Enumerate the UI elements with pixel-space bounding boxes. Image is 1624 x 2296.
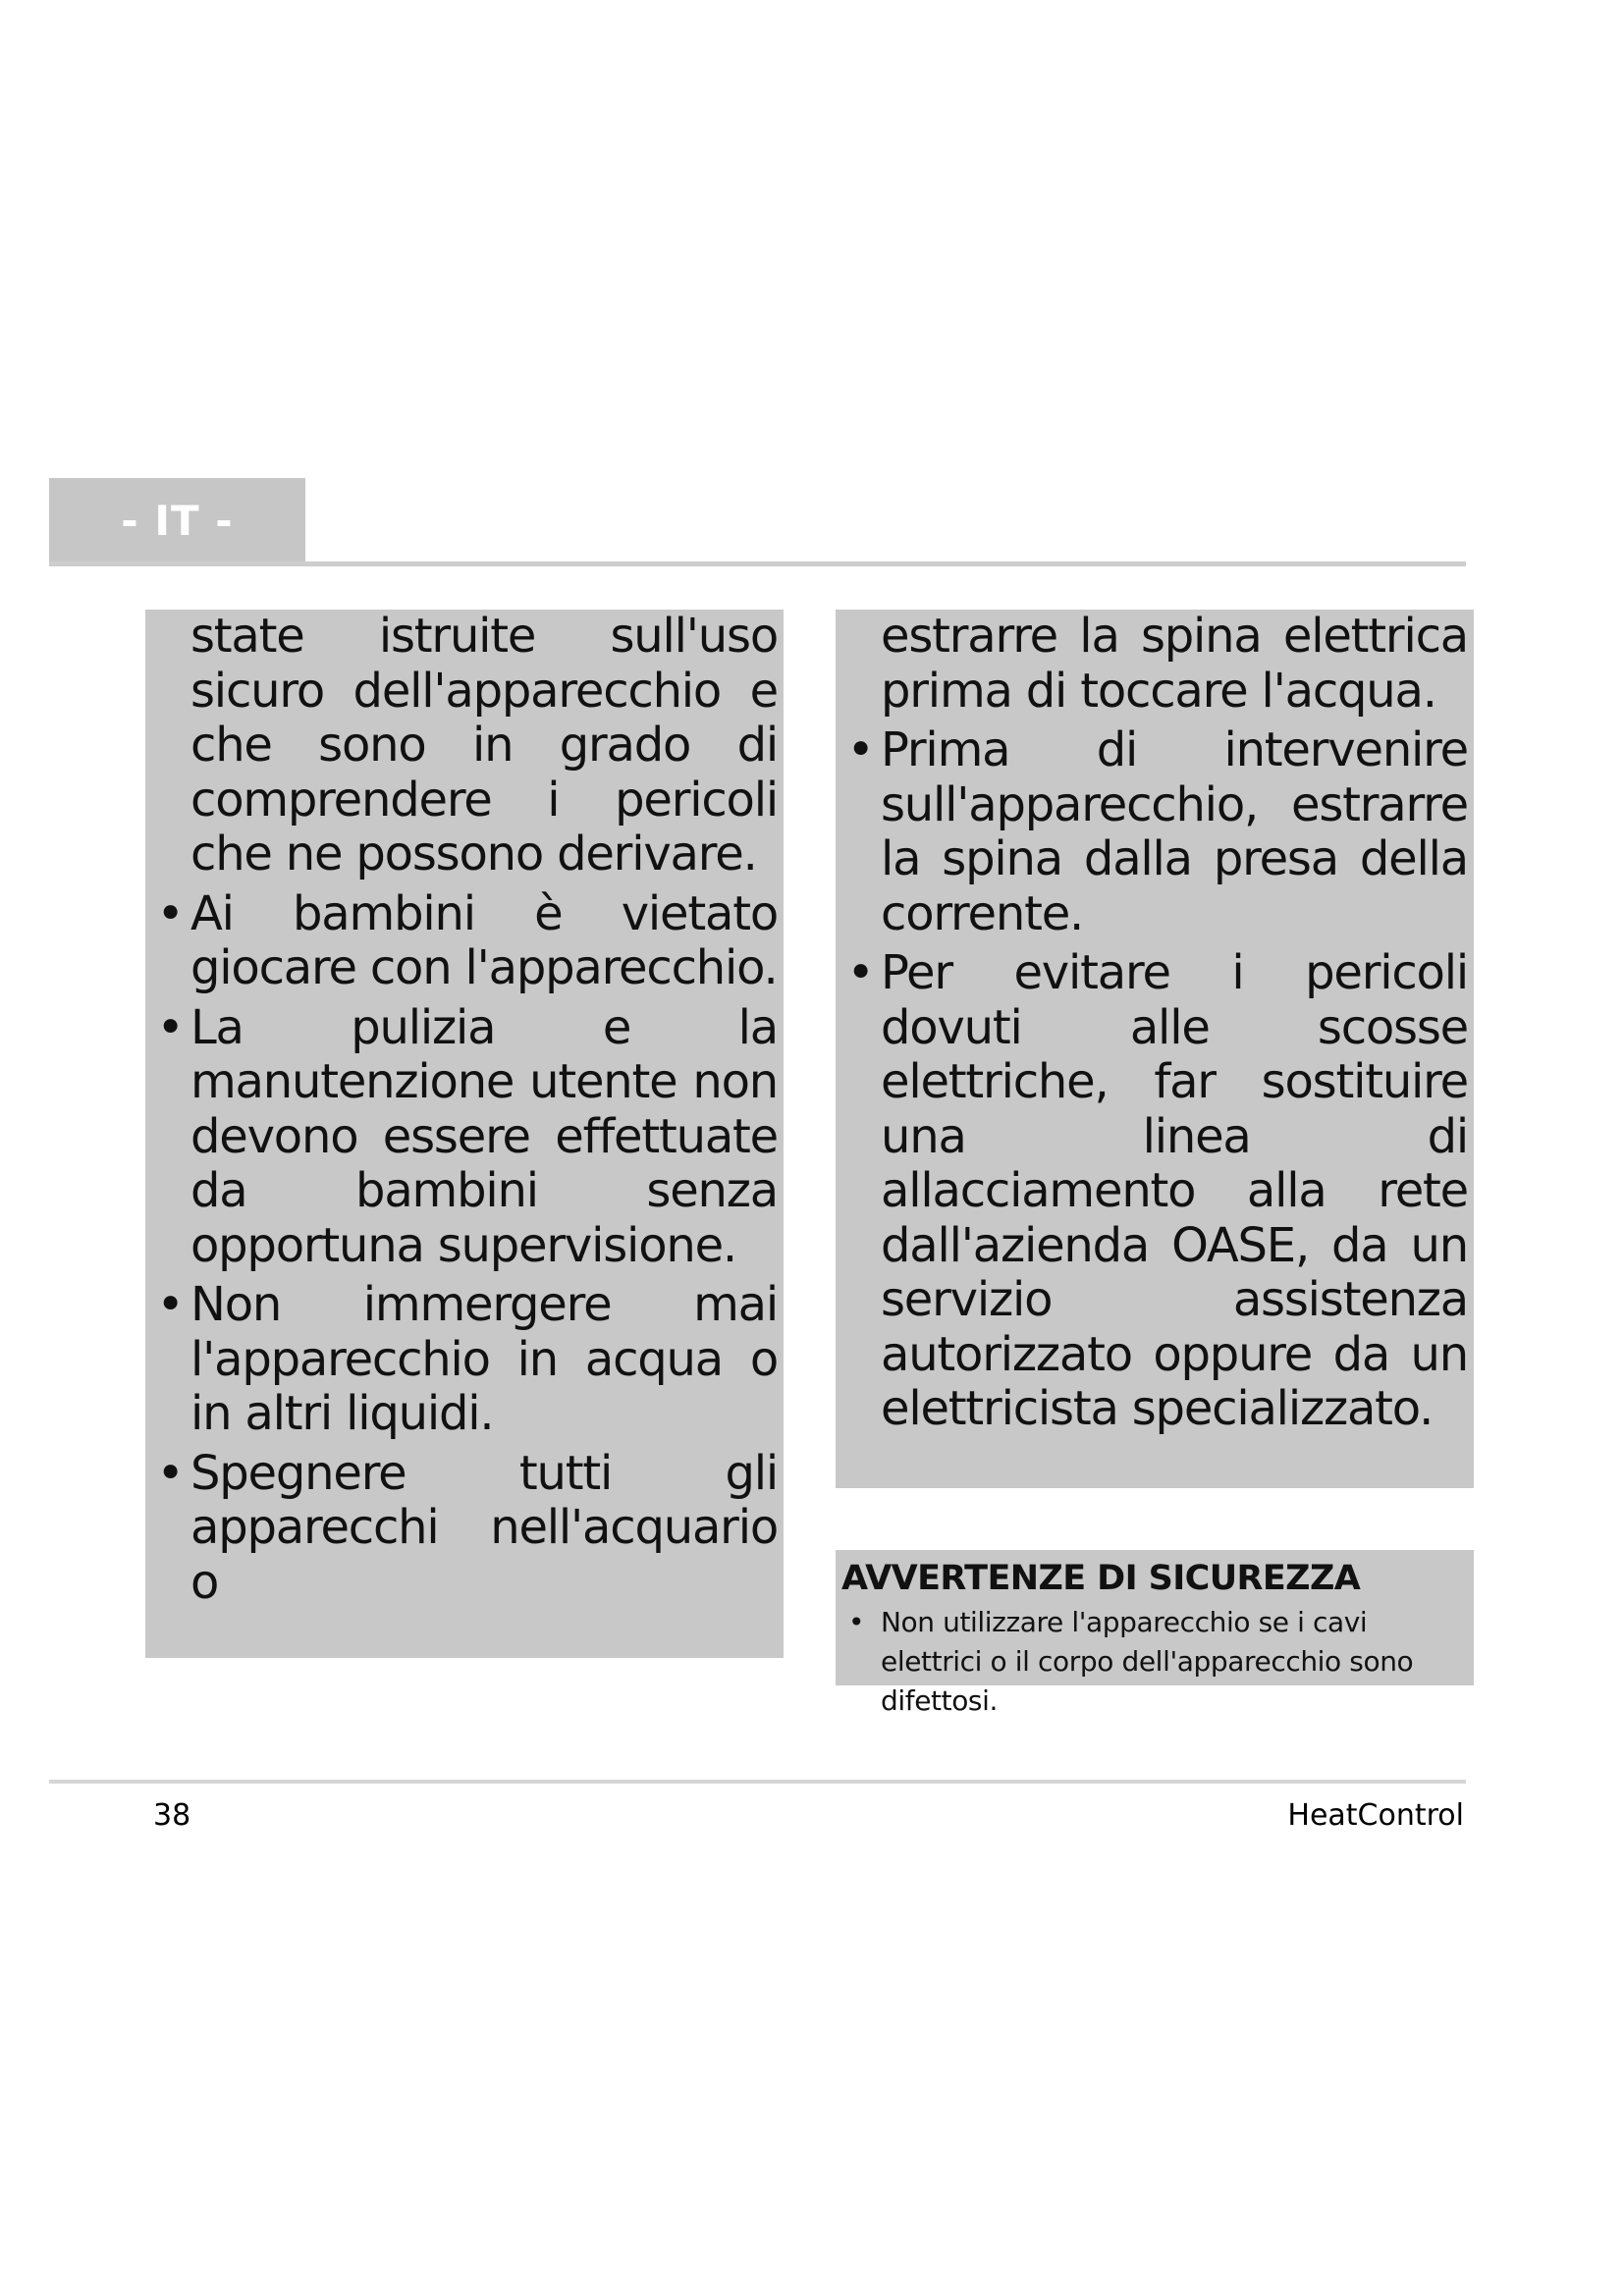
bullet-icon: • [847,1606,865,1638]
language-tab: - IT - [49,478,305,563]
list-item-text: Spegnere tutti gli apparecchi nell'acquario o [190,1445,778,1610]
right-bullet-list [836,723,1468,1437]
list-item-text: Non immergere mai l'apparecchio in acqua o in altri liquidi. [190,1277,778,1441]
list-item [145,1278,778,1442]
product-name: HeatControl [1287,1798,1464,1833]
list-item [836,723,1468,941]
safety-warning-text: Non utilizzare l'apparecchio se i cavi elettrici o il corpo dell'apparecchio sono difettosi. [881,1606,1414,1717]
bullet-icon: • [156,999,184,1055]
right-intro-paragraph: estrarre la spina elettrica prima di toccare l'acqua. [881,609,1468,719]
safety-warning-box [836,1550,1474,1717]
safety-warning-title: AVVERTENZE DI SICUREZZA [841,1559,1361,1598]
list-item-text: Ai bambini è vietato giocare con l'apparecchio. [190,885,778,995]
bullet-icon: • [846,945,874,1000]
bullet-icon: • [156,1445,184,1501]
footer-divider [49,1780,1466,1784]
page-number: 38 [153,1798,191,1833]
bullet-icon: • [846,722,874,777]
left-intro-paragraph: state istruite sull'uso sicuro dell'apparecchio e che sono in grado di comprendere i pericoli che ne possono derivare. [190,609,778,881]
bullet-icon: • [156,885,184,941]
list-item [145,887,778,996]
list-item [145,1001,778,1274]
safety-warning-item [841,1603,1464,1721]
list-item-text: La pulizia e la manutenzione utente non devono essere effettuate da bambini senza opportuna supervisione. [190,999,778,1273]
left-bullet-list [145,887,778,1611]
list-item-text: Prima di intervenire sull'apparecchio, estrarre la spina dalla presa della corrente. [881,722,1468,941]
bullet-icon: • [156,1277,184,1332]
list-item [836,946,1468,1437]
list-item-text: Per evitare i pericoli dovuti alle scosse elettriche, far sostituire una linea di allacciamento alla rete dall'azienda OASE, da un servizio assistenza autorizzato oppure da un elettricista specializzato. [881,945,1468,1436]
list-item [145,1447,778,1611]
left-text-column [145,610,784,1658]
header-divider [49,561,1466,566]
right-text-column [836,610,1474,1488]
